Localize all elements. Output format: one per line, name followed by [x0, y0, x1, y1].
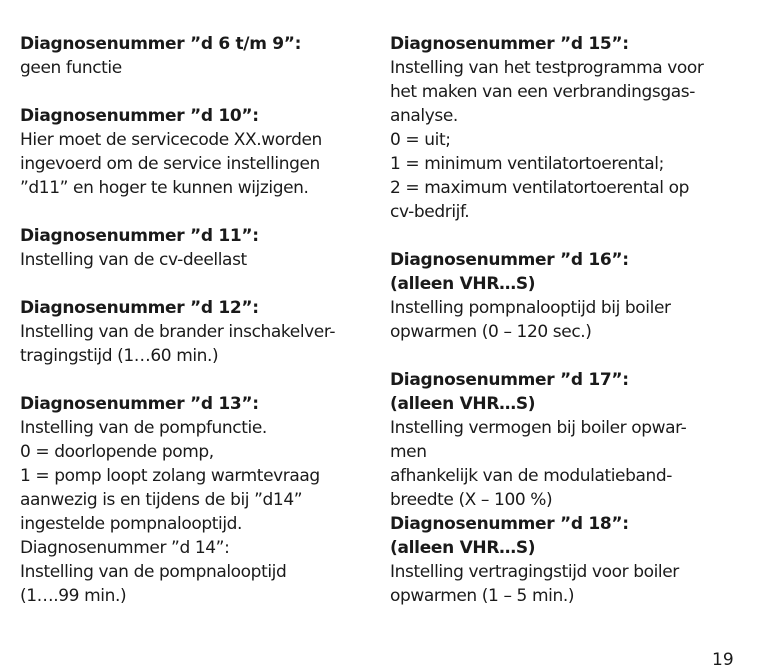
body-line: men [390, 442, 427, 462]
body-line: tragingstijd (1…60 min.) [20, 346, 219, 366]
body-line: analyse. [390, 106, 458, 126]
section-heading: (alleen VHR…S) [390, 274, 536, 294]
diagnose-section [20, 32, 370, 80]
body-line: (1….99 min.) [20, 586, 127, 606]
body-line: Instelling van de brander inschakelver- [20, 322, 336, 342]
diagnose-section [20, 224, 370, 272]
section-heading: (alleen VHR…S) [390, 538, 536, 558]
body-line: ingevoerd om de service instellingen [20, 154, 320, 174]
section-heading: (alleen VHR…S) [390, 394, 536, 414]
body-line: Instelling van de pompnalooptijd [20, 562, 287, 582]
body-line: 1 = minimum ventilatortoerental; [390, 154, 664, 174]
body-line: ingestelde pompnalooptijd. [20, 514, 243, 534]
left-column [20, 32, 370, 632]
diagnose-section [390, 368, 740, 512]
right-column [390, 32, 740, 632]
body-line: geen functie [20, 58, 122, 78]
body-line: Instelling van de cv-deellast [20, 250, 247, 270]
body-line: opwarmen (0 – 120 sec.) [390, 322, 592, 342]
page-number: 19 [712, 650, 734, 670]
diagnose-section [20, 392, 370, 608]
diagnose-section [390, 512, 740, 608]
body-line: afhankelijk van de modulatieband- [390, 466, 673, 486]
section-heading: Diagnosenummer ”d 15”: [390, 34, 629, 54]
section-heading: Diagnosenummer ”d 18”: [390, 514, 629, 534]
body-line: Instelling vermogen bij boiler opwar- [390, 418, 687, 438]
diagnose-section [20, 104, 370, 200]
body-line: Instelling van de pompfunctie. [20, 418, 267, 438]
section-heading: Diagnosenummer ”d 16”: [390, 250, 629, 270]
body-line: 1 = pomp loopt zolang warmtevraag [20, 466, 320, 486]
body-line: Hier moet de servicecode XX.worden [20, 130, 322, 150]
section-heading: Diagnosenummer ”d 17”: [390, 370, 629, 390]
body-line: opwarmen (1 – 5 min.) [390, 586, 575, 606]
body-line: Instelling van het testprogramma voor [390, 58, 704, 78]
body-line: cv-bedrijf. [390, 202, 470, 222]
diagnose-section [390, 32, 740, 224]
section-heading: Diagnosenummer ”d 11”: [20, 226, 259, 246]
diagnose-section [390, 248, 740, 344]
body-line: het maken van een verbrandingsgas- [390, 82, 695, 102]
body-line: 2 = maximum ventilatortoerental op [390, 178, 689, 198]
section-heading: Diagnosenummer ”d 12”: [20, 298, 259, 318]
section-heading: Diagnosenummer ”d 10”: [20, 106, 259, 126]
body-line: Instelling vertragingstijd voor boiler [390, 562, 679, 582]
section-heading: Diagnosenummer ”d 6 t/m 9”: [20, 34, 302, 54]
body-line: 0 = doorlopende pomp, [20, 442, 214, 462]
section-heading: Diagnosenummer ”d 13”: [20, 394, 259, 414]
body-line: aanwezig is en tijdens de bij ”d14” [20, 490, 303, 510]
body-line: ”d11” en hoger te kunnen wijzigen. [20, 178, 309, 198]
body-line: breedte (X – 100 %) [390, 490, 553, 510]
diagnose-section [20, 296, 370, 368]
body-line: Diagnosenummer ”d 14”: [20, 538, 230, 558]
body-line: 0 = uit; [390, 130, 451, 150]
body-line: Instelling pompnalooptijd bij boiler [390, 298, 671, 318]
